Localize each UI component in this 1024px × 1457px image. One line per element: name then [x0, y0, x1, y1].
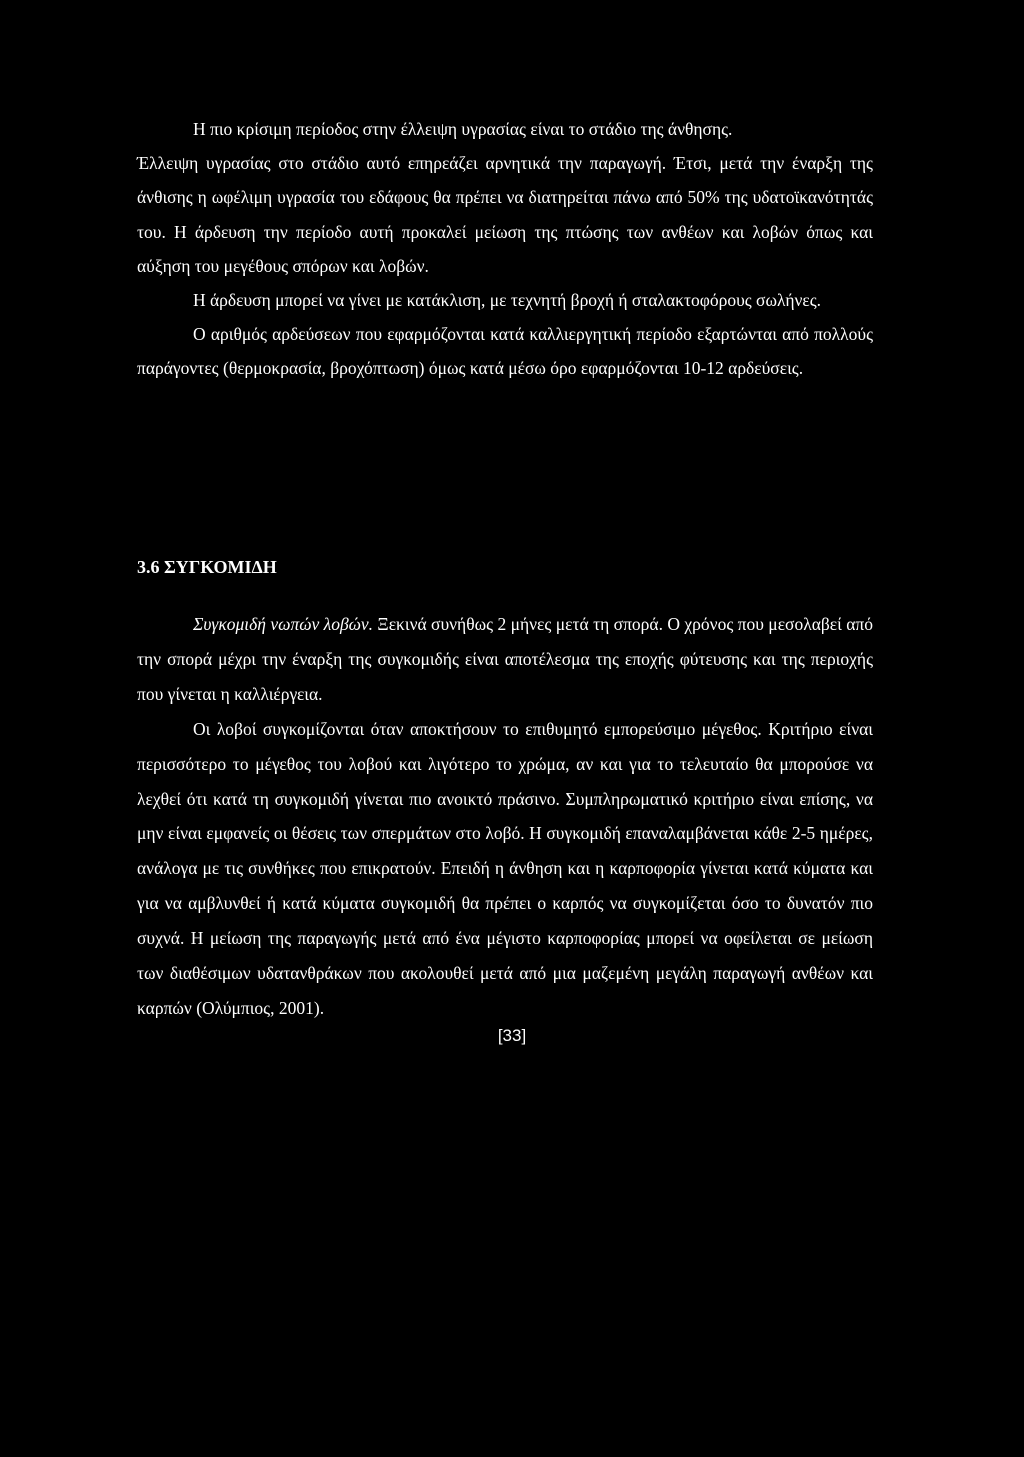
harvest-section — [137, 607, 873, 1026]
page-number: [33] — [497, 1026, 527, 1045]
section-heading: 3.6 ΣΥΓΚΟΜΙΔΗ — [137, 557, 277, 577]
irrigation-section — [137, 112, 873, 386]
paragraph-fresh-pods — [137, 607, 873, 712]
paragraph-flowering-moisture — [137, 112, 873, 146]
italic-lead: Συγκομιδή νωπών λοβών. — [193, 614, 374, 634]
paragraph-moisture-effects: Έλλειψη υγρασίας στο στάδιο αυτό επηρεάζει αρνητικά την παραγωγή. Έτσι, μετά την έναρξη της άνθισης η ωφέλιμη υγρασία του εδάφους θα πρέπει να διατηρείται πάνω από 50% της υδατοϊκανότητάς του. Η άρδευση την περίοδο αυτή προκαλεί μείωση της πτώσης των ανθέων και λοβών όπως και αύξηση του μεγέθους σπόρων και λοβών. — [137, 153, 873, 276]
paragraph-sentence: Η πιο κρίσιμη περίοδος στην έλλειψη υγρασίας είναι το στάδιο της άνθησης. — [193, 119, 733, 139]
paragraph-fresh-pods-text: Ξεκινά συνήθως 2 μήνες μετά τη σπορά. Ο χρόνος που μεσολαβεί από την σπορά μέχρι την έναρξη της συγκομιδής είναι αποτέλεσμα της εποχής φύτευσης και της περιοχής που γίνεται η καλλιέργεια. — [137, 614, 873, 704]
paragraph-irrigation-methods: Η άρδευση μπορεί να γίνει με κατάκλιση, με τεχνητή βροχή ή σταλακτοφόρους σωλήνες. — [193, 290, 822, 311]
paragraph-harvest-criteria: Οι λοβοί συγκομίζονται όταν αποκτήσουν το επιθυμητό εμπορεύσιμο μέγεθος. Κριτήριο είναι περισσότερο το μέγεθος του λοβού και λιγότερο το χρώμα, αν και για το τελευταίο θα μπορούσε να λεχθεί ότι κατά τη συγκομιδή γίνεται πιο ανοικτό πράσινο. Συμπληρωματικό κριτήριο είναι επίσης, να μην είναι εμφανείς οι θέσεις των σπερμάτων στο λοβό. Η συγκομιδή επαναλαμβάνεται κάθε 2-5 ημέρες, ανάλογα με τις συνθήκες που επικρατούν. Επειδή η άνθηση και η καρποφορία γίνεται κατά κύματα και για να αμβλυνθεί ή κατά κύματα συγκομιδή θα πρέπει ο καρπός να συγκομίζεται όσο το δυνατόν πιο συχνά. Η μείωση της παραγωγής μετά από ένα μέγιστο καρποφορίας μπορεί να οφείλεται σε μείωση των διαθέσιμων υδατανθράκων που ακολουθεί μετά από μια μαζεμένη μεγάλη παραγωγή ανθέων και καρπών (Ολύμπιος, 2001). — [137, 718, 873, 1018]
paragraph-irrigation-count: Ο αριθμός αρδεύσεων που εφαρμόζονται κατά καλλιεργητική περίοδο εξαρτώνται από πολλούς παράγοντες (θερμοκρασία, βροχόπτωση) όμως κατά μέσω όρο εφαρμόζονται 10-12 αρδεύσεις. — [137, 324, 873, 379]
